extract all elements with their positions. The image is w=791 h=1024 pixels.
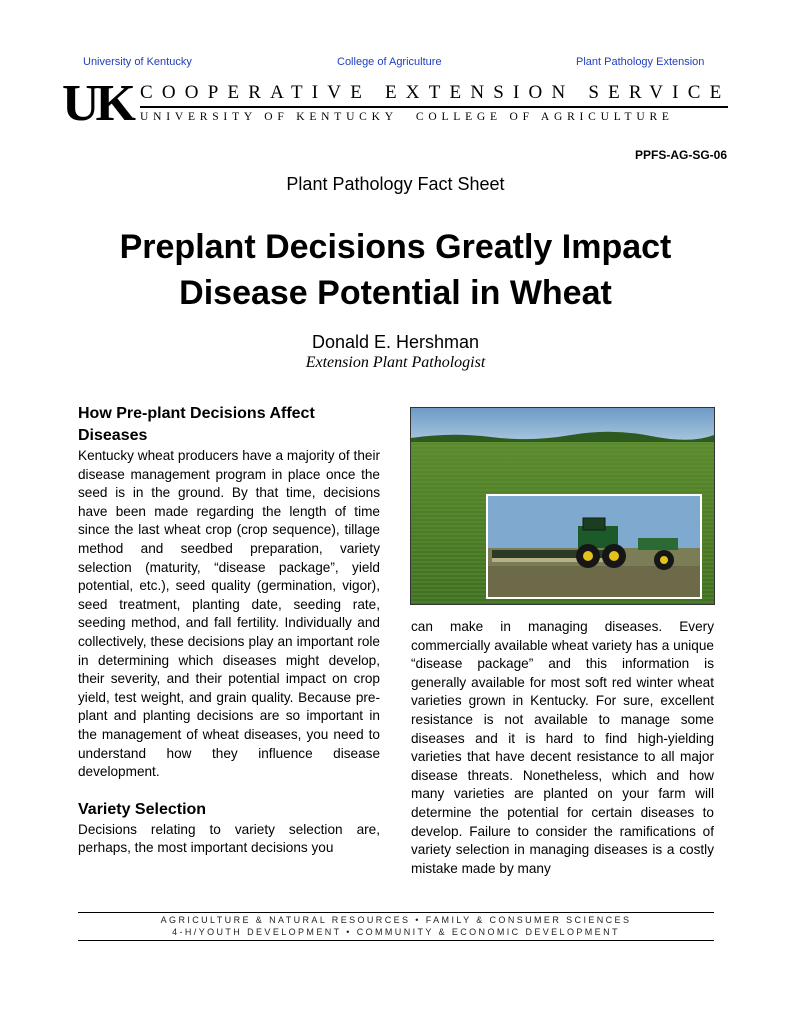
title-line-1: Preplant Decisions Greatly Impact bbox=[119, 228, 672, 266]
section-body-preplant: Kentucky wheat producers have a majority of their disease management program in place once the seed is in the ground. By that time, decisions have been made regarding the length of time since the last wheat crop (crop sequence), tillage method and seedbed preparation, variety selection (maturity, “disease package”, yield potential, etc.), seed quality (germination, vigor), seed treatment, planting date, seeding rate, seeding method, and fall fertility. Individually and collectively, these decisions play an important role in determining which diseases might develop, their severity, and their potential impact on crop yield, test weight, and grain quality. Because pre-plant and planting decisions are so important in the management of wheat diseases, you need to understand how they influence disease development. bbox=[78, 448, 380, 780]
uk-logo: UK bbox=[62, 75, 132, 132]
footer-divider-top bbox=[78, 912, 714, 913]
link-plant-pathology-extension[interactable]: Plant Pathology Extension bbox=[576, 56, 705, 68]
org-name-line2 bbox=[140, 110, 728, 124]
tractor-inset-photo bbox=[486, 494, 702, 599]
wheat-field-photo bbox=[410, 407, 715, 605]
header-divider bbox=[140, 106, 728, 108]
org-university: UNIVERSITY OF KENTUCKY bbox=[140, 111, 398, 123]
author-role: Extension Plant Pathologist bbox=[305, 354, 486, 371]
org-name-line1: COOPERATIVE EXTENSION SERVICE bbox=[140, 82, 731, 103]
tractor-graphic bbox=[488, 496, 700, 597]
footer-line-1: AGRICULTURE & NATURAL RESOURCES • FAMILY & CONSUMER SCIENCES bbox=[160, 915, 632, 925]
right-column bbox=[411, 618, 714, 878]
footer-divider-bottom bbox=[78, 940, 714, 941]
section-body-variety-start: Decisions relating to variety selection are, perhaps, the most important decisions you bbox=[78, 821, 380, 856]
section-heading-variety: Variety Selection bbox=[78, 800, 207, 818]
section-heading-preplant: How Pre-plant Decisions Affect Diseases bbox=[78, 405, 315, 444]
left-column bbox=[78, 403, 380, 858]
link-college[interactable]: College of Agriculture bbox=[337, 56, 442, 68]
document-code: PPFS-AG-SG-06 bbox=[634, 148, 727, 162]
link-university[interactable]: University of Kentucky bbox=[83, 56, 192, 68]
page-title bbox=[60, 224, 731, 316]
author-name: Donald E. Hershman bbox=[311, 332, 480, 352]
footer-line-2: 4-H/YOUTH DEVELOPMENT • COMMUNITY & ECONOMIC DEVELOPMENT bbox=[172, 927, 620, 937]
title-line-2: Disease Potential in Wheat bbox=[179, 274, 612, 312]
org-college: COLLEGE OF AGRICULTURE bbox=[415, 111, 674, 123]
series-title: Plant Pathology Fact Sheet bbox=[286, 174, 505, 194]
section-body-variety-continued: can make in managing diseases. Every commercially available wheat variety has a unique “disease package” and this information is generally available for most soft red winter wheat varieties grown in Kentucky. For sure, excellent resistance is not available to manage some diseases and it is hard to find high-yielding varieties that have decent resistance to all major disease threats. Nonetheless, which and how many varieties are planted on your farm will determine the potential for certain diseases to develop. Failure to consider the ramifications of variety selection in managing diseases is a costly mistake made by many bbox=[411, 619, 714, 876]
